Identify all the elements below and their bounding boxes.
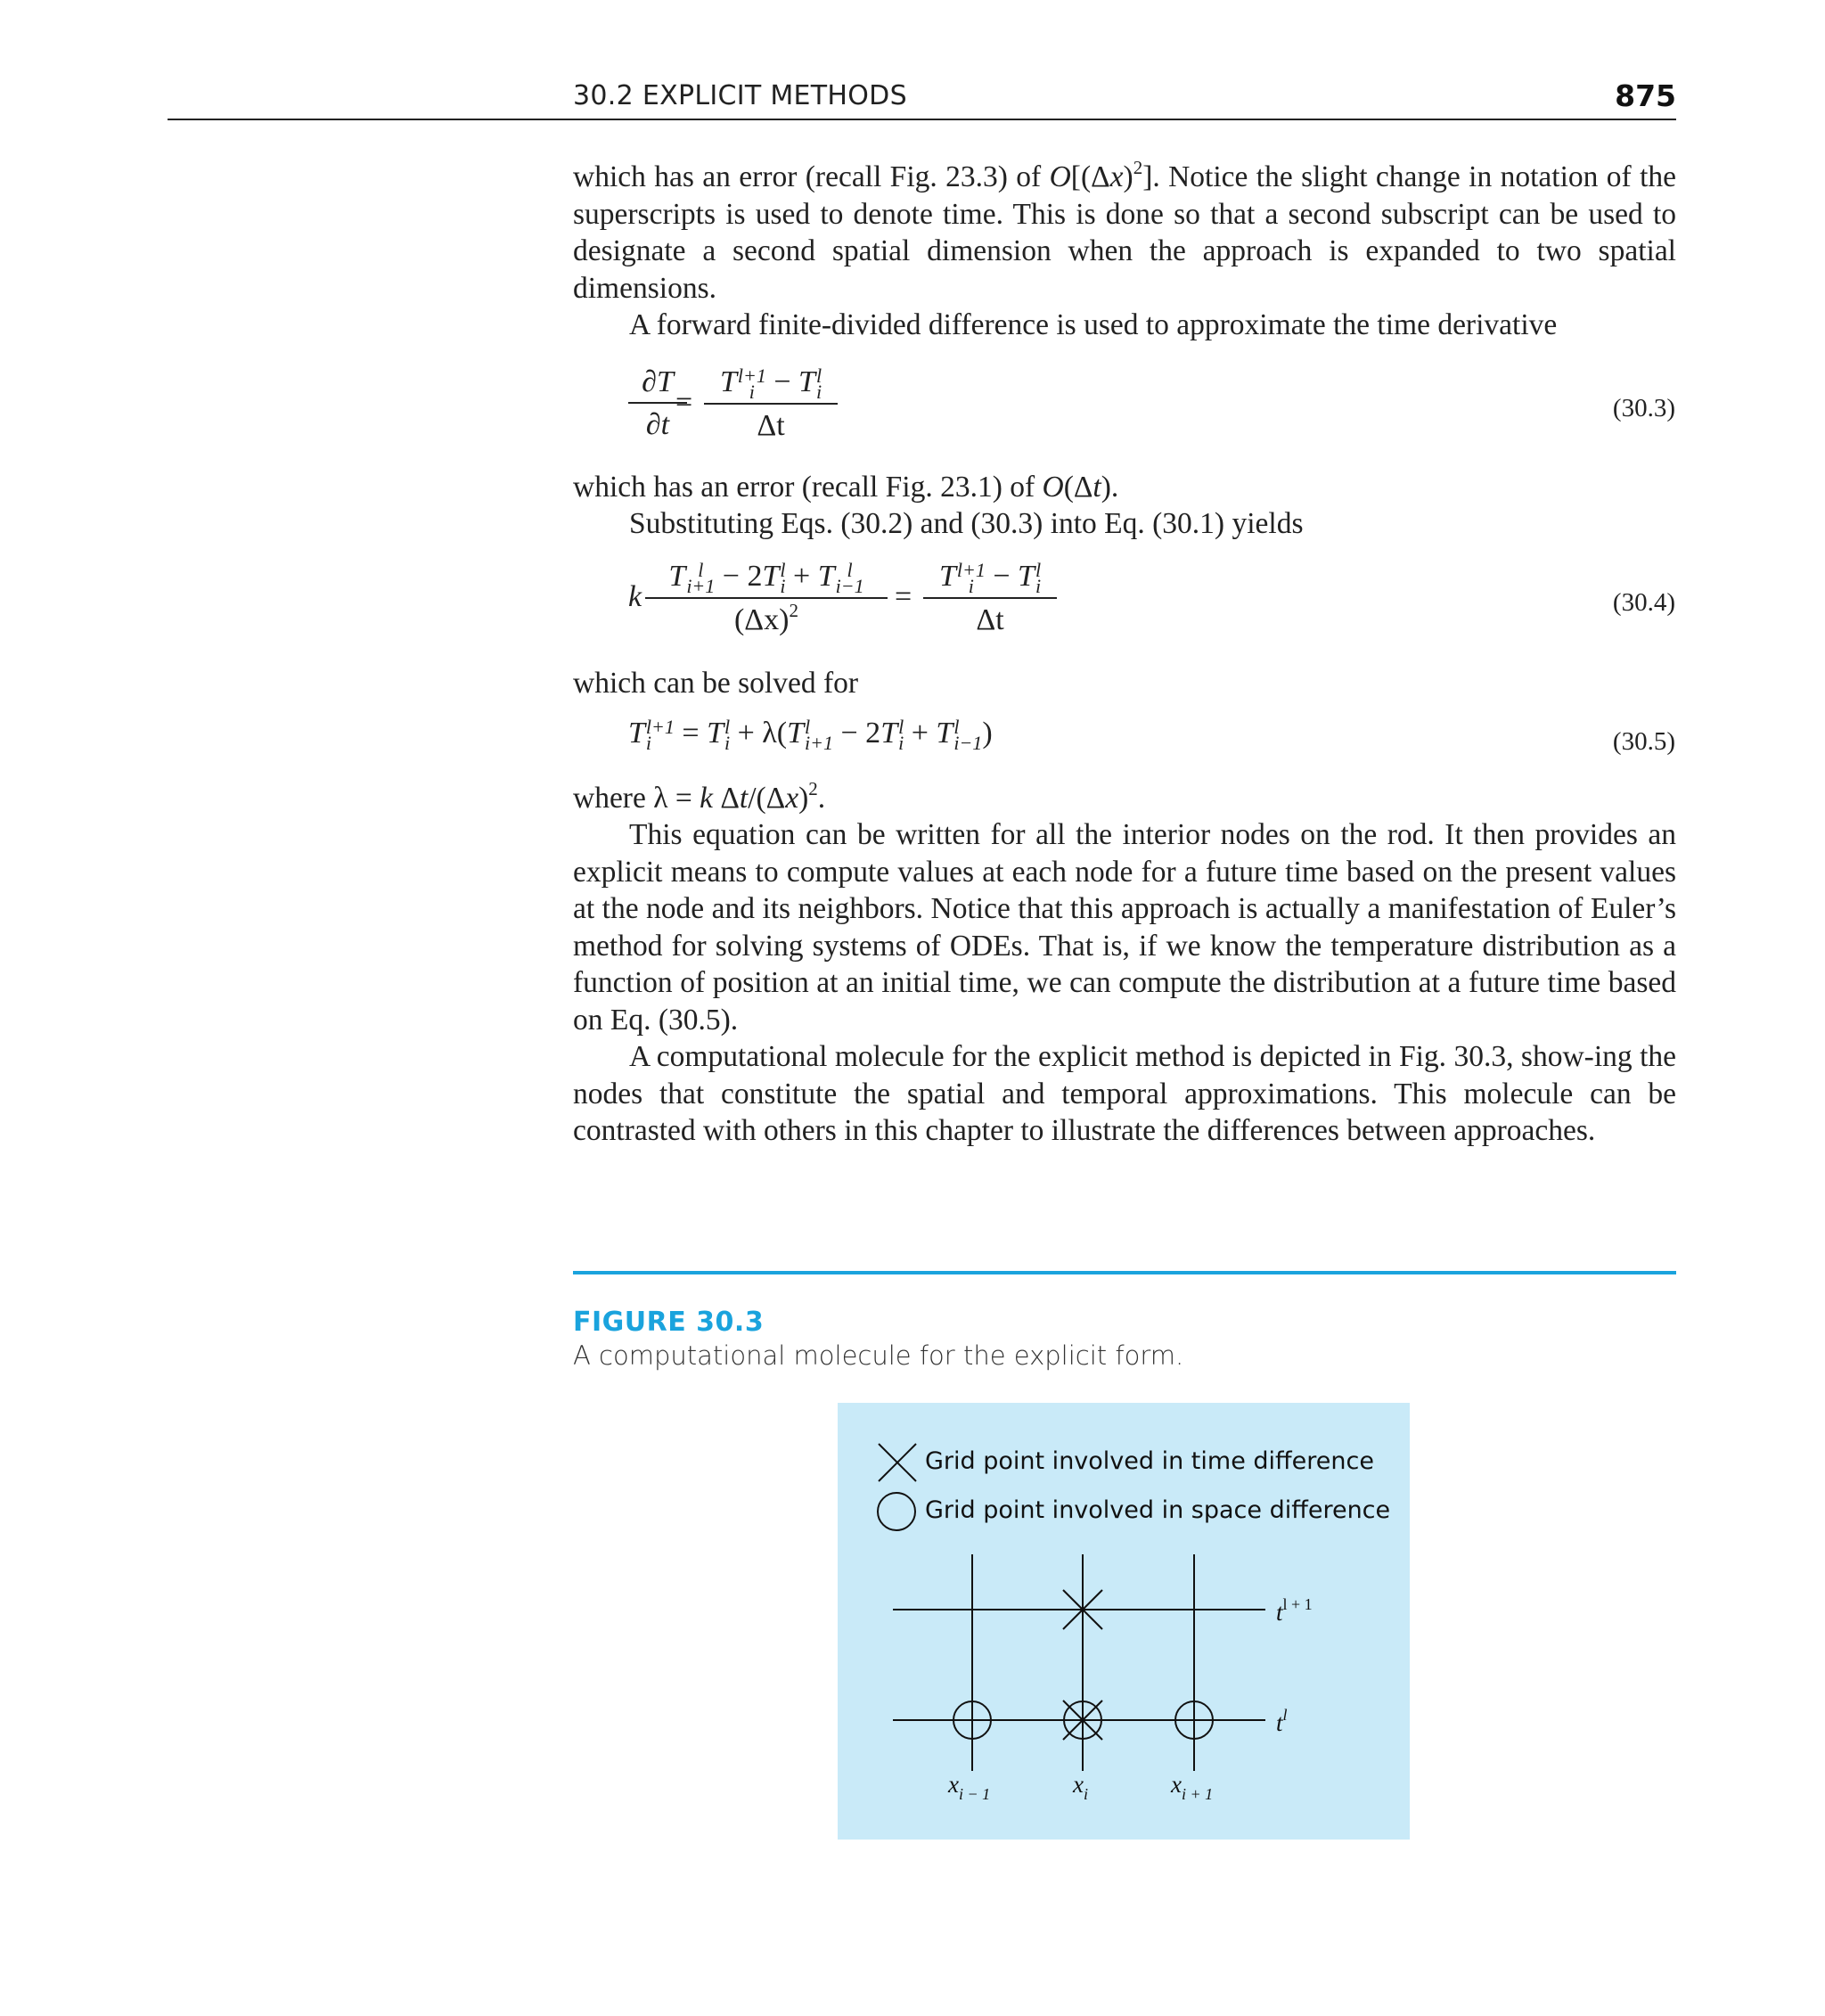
equation-30-4: k T l i+1 − 2T l i + T l i−1 $(\Delta x)^2$ = T l+1 i − T l i Δt (30.4) [628, 559, 1675, 636]
label-t-upper: $t^{l + 1}$ [1276, 1595, 1313, 1626]
section-title: 30.2 EXPLICIT METHODS [573, 80, 907, 111]
equation-number-30-3: (30.3) [1612, 394, 1675, 422]
equation-30-5: T l+1 i = T l i + λ(T l i+1 − 2T l i + T l i−1 ) (30.5) [628, 716, 1675, 756]
page-number: 875 [1615, 78, 1676, 113]
label-x-mid: $x_i$ [1073, 1771, 1088, 1803]
equation-number-30-4: (30.4) [1612, 588, 1675, 617]
eq303-rhs: T l+1 i − T l i Δt [704, 365, 838, 443]
legend-circle-icon [878, 1493, 915, 1530]
paragraph-4: Substituting Eqs. (30.2) and (30.3) into Eq. (30.1) yields [629, 507, 1304, 540]
paragraph-5: which can be solved for [573, 667, 859, 700]
paragraph-3: which has an error (recall Fig. 23.1) of O(Δt). [573, 471, 1119, 504]
paragraph-7: This equation can be written for all the interior nodes on the rod. It then provides an explicit means to compute values at each node for a future time based on the present values at the node and its neighbors. Notice that this approach is actually a manifestation of Euler’s method for solving systems of ODEs. That is, if we know the temperature distribution as a function of position at an initial time, we can compute the distribution at a future time based on Eq. (30.5). [573, 818, 1676, 1037]
paragraph-8: A computational molecule for the explicit method is depicted in Fig. 30.3, show-ing the nodes that constitute the spatial and temporal approximations. This molecule can be contrasted with others in this chapter to illustrate the differences between approaches. [573, 1040, 1676, 1147]
eq304-rhs: T l+1 i − T l i Δt [923, 560, 1057, 637]
legend-x-icon [879, 1444, 916, 1481]
legend-space-label: Grid point involved in space difference [925, 1496, 1391, 1524]
label-x-left: $x_{i - 1}$ [948, 1771, 991, 1803]
header-rule [168, 119, 1676, 120]
figure-panel [838, 1403, 1410, 1840]
paragraph-2: A forward finite-divided difference is used to approximate the time derivative [629, 308, 1558, 341]
figure-caption: A computational molecule for the explicit form. [573, 1340, 1184, 1371]
label-t-lower: $t^l$ [1276, 1706, 1288, 1736]
figure-rule [573, 1271, 1676, 1274]
legend-time-label: Grid point involved in time difference [925, 1447, 1374, 1475]
figure-label: FIGURE 30.3 [573, 1307, 765, 1338]
eq303-lhs: ∂T ∂t [628, 365, 687, 442]
paragraph-6: where λ = k $\Delta t/(\Delta x)^2$. [573, 778, 826, 815]
equation-30-3: ∂T ∂t = T l+1 i − T l i Δt (30.3) [0, 360, 1825, 449]
running-head [573, 80, 1676, 119]
eq304-lhs: T l i+1 − 2T l i + T l i−1 $(\Delta x)^2$ [645, 560, 888, 637]
label-x-right: $x_{i + 1}$ [1171, 1771, 1214, 1803]
equation-number-30-5: (30.5) [1612, 727, 1675, 756]
paragraph-1: which has an error (recall Fig. 23.3) of $O[(\Delta x)^2]$. Notice the slight change in notation of the superscripts is used to denote time. This is done so that a second subscript can be used to designate a second spatial dimension when the approach is expanded to two spatial dimensions. [573, 157, 1677, 305]
